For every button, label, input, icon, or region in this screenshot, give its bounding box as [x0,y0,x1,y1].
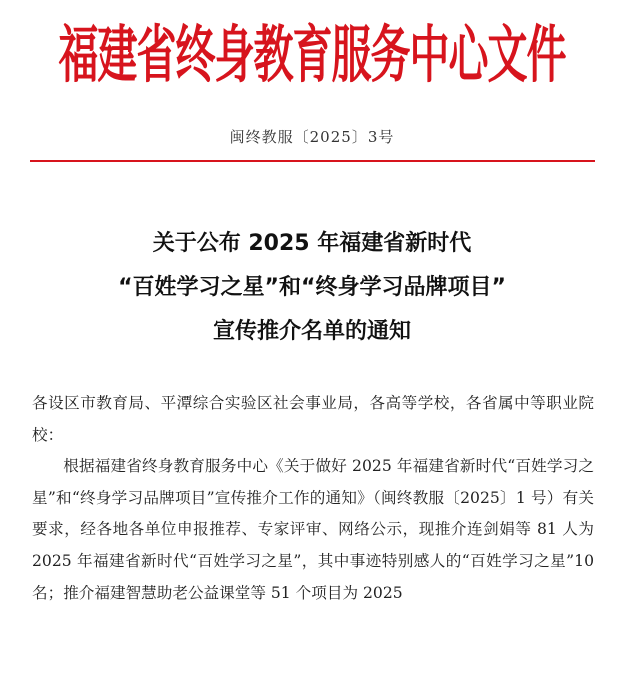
document-number: 闽终教服〔2025〕3号 [229,128,395,146]
notice-body [32,388,594,609]
notice-title [0,222,624,354]
notice-title-line-2: “百姓学习之星”和“终身学习品牌项目” [118,275,506,300]
masthead-title: 福建省终身教育服务中心文件 [58,20,566,92]
notice-title-line-3: 宣传推介名单的通知 [212,319,411,344]
salutation: 各设区市教育局、平潭综合实验区社会事业局，各高等学校，各省属中等职业院校： [32,394,594,444]
red-divider-rule [30,160,595,162]
masthead [0,18,624,94]
notice-title-line-1: 关于公布 2025 年福建省新时代 [152,231,472,256]
body-paragraph-1: 根据福建省终身教育服务中心《关于做好 2025 年福建省新时代“百姓学习之星”和“终身学习品牌项目”宣传推介工作的通知》（闽终教服〔2025〕1 号）有关要求，经各地各单位申报推荐、专家评审、网络公示，现推介连剑娟等 81 人为 2025 年福建省新时代“百姓学习之星”，其中事迹特别感人的“百姓学习之星”10 名；推介福建智慧助老公益课堂等 51 个项目为 2025 [32,457,594,602]
